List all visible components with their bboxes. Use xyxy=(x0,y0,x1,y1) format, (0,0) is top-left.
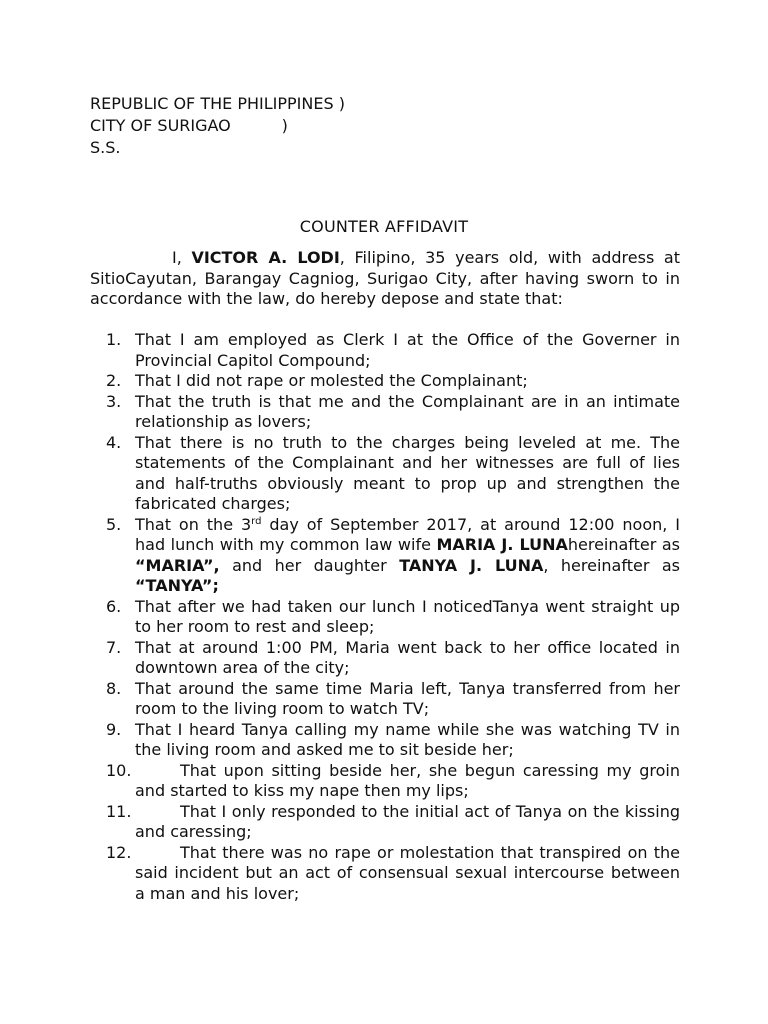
caption-line-ss: S.S. xyxy=(90,138,121,157)
list-item xyxy=(90,679,680,720)
caption-line-republic: REPUBLIC OF THE PHILIPPINES ) xyxy=(90,94,345,113)
list-item xyxy=(90,371,680,392)
statement-list xyxy=(90,330,680,904)
item-number: 10. xyxy=(106,760,132,780)
item-text-part: That on the 3 xyxy=(135,514,252,534)
item-number: 12. xyxy=(106,842,132,862)
list-item xyxy=(90,330,680,371)
bold-name-tanya: TANYA J. LUNA xyxy=(399,555,544,575)
intro-paragraph xyxy=(90,248,680,310)
list-item xyxy=(90,720,680,761)
document-title: COUNTER AFFIDAVIT xyxy=(299,217,469,236)
list-item xyxy=(90,433,680,515)
intro-rest: , Filipino, 35 years old, with address at SitioCayutan, Barangay Cagniog, Surigao City, after having sworn to in accordance with the law, do hereby depose and state that: xyxy=(90,248,680,308)
item-number: 6. xyxy=(106,596,122,616)
item-text: That at around 1:00 PM, Maria went back to her office located in downtown area of the city; xyxy=(135,637,680,677)
list-item xyxy=(90,597,680,638)
item-text: That upon sitting beside her, she begun caressing my groin and started to kiss my nape then my lips; xyxy=(135,760,680,800)
item-number: 11. xyxy=(106,801,132,821)
item-text-part: , hereinafter as xyxy=(543,555,680,575)
item-text: That there was no rape or molestation that transpired on the said incident but an act of consensual sexual intercourse between a man and his lover; xyxy=(135,842,680,903)
bold-alias-tanya: “TANYA”; xyxy=(135,576,219,595)
bold-name-maria: MARIA J. LUNA xyxy=(436,535,568,554)
venue-caption xyxy=(90,93,345,159)
list-item xyxy=(90,515,680,597)
list-item xyxy=(90,638,680,679)
list-item xyxy=(90,802,680,843)
item-number: 9. xyxy=(106,719,122,739)
item-text: That after we had taken our lunch I noticedTanya went straight up to her room to rest and sleep; xyxy=(135,596,680,636)
item-text: That there is no truth to the charges being leveled at me. The statements of the Complainant and her witnesses are full of lies and half-truths obviously meant to prop up and strengthen the fabricated charges; xyxy=(135,432,680,513)
item-text-part: hereinafter as xyxy=(567,535,681,554)
item-number: 1. xyxy=(106,330,122,349)
item-number: 8. xyxy=(106,678,122,698)
item-text: That around the same time Maria left, Tanya transferred from her room to the living room to watch TV; xyxy=(135,678,680,718)
affiant-name: VICTOR A. LODI xyxy=(191,248,340,267)
item-text-part: and her daughter xyxy=(219,555,400,575)
item-number: 7. xyxy=(106,637,122,657)
bold-alias-maria: “MARIA”, xyxy=(135,555,220,575)
intro-prefix: I, xyxy=(172,248,192,267)
item-number: 4. xyxy=(106,432,122,452)
item-number: 5. xyxy=(106,514,122,534)
list-item xyxy=(90,392,680,433)
item-text-part: day of September 2017, at around 12:00 noon, I had lunch with my common law wife xyxy=(135,514,680,554)
item-text: That I only responded to the initial act of Tanya on the kissing and caressing; xyxy=(135,801,680,841)
list-item xyxy=(90,761,680,802)
item-text: That I heard Tanya calling my name while she was watching TV in the living room and asked me to sit beside her; xyxy=(135,719,680,759)
list-item xyxy=(90,843,680,905)
caption-line-city: CITY OF SURIGAO ) xyxy=(90,116,288,135)
item-text: That I am employed as Clerk I at the Office of the Governer in Provincial Capitol Compound; xyxy=(135,330,680,370)
item-text: That the truth is that me and the Complainant are in an intimate relationship as lovers; xyxy=(135,391,680,431)
item-text: That I did not rape or molested the Complainant; xyxy=(135,371,528,390)
item-number: 2. xyxy=(106,371,122,390)
item-number: 3. xyxy=(106,391,122,411)
ordinal-suffix: rd xyxy=(251,515,262,527)
